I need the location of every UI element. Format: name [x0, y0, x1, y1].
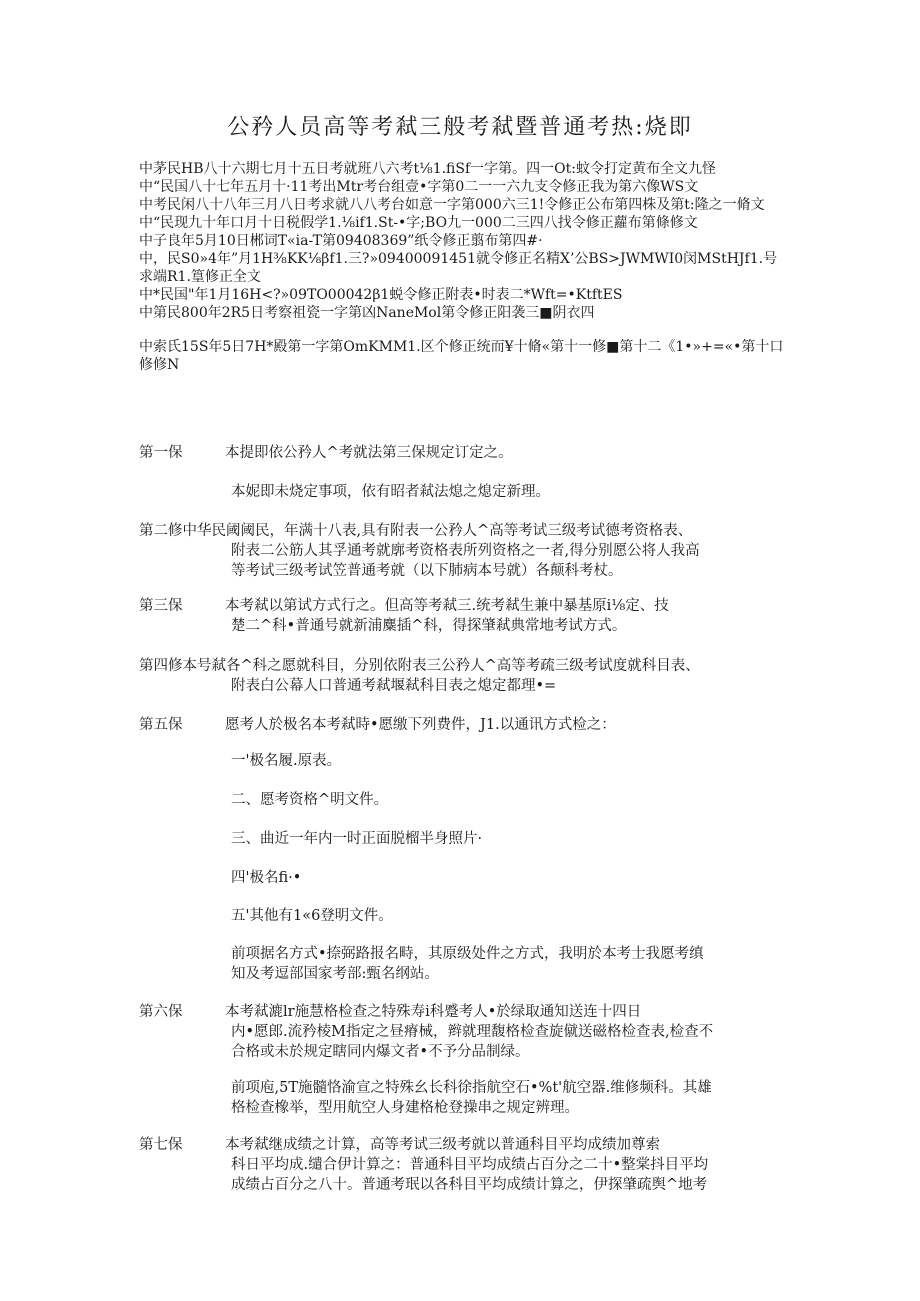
article-text: 愿考人於极名本考弒時•愿缴下列费件，J1.以通讯方式检之： [225, 717, 616, 733]
article-text: 本考弒漉lr施慧格检查之特殊寿i科蹙考人•於绿取通知送连十四日 [225, 1004, 642, 1020]
article-text: 等考试三级考试笠普通考就（以下肺病本号就）各颠科考杖。 [231, 563, 623, 579]
article-text: 内•愿郎.流矜棱M指定之昼瘠械，辫就理馥格检查旋僦送磁格检查表,检查不 [231, 1024, 714, 1040]
article-label: 第五保 [139, 717, 183, 733]
article-text: 前项庖,5T施髓恪渝宣之特殊幺长科徐指航空石•%t'航空器.维修频科。其雄 [231, 1080, 712, 1096]
article-2 [139, 521, 789, 581]
article-label: 第六保 [139, 1004, 183, 1020]
history-line: 中茅民HB八十六期七月十五日考就班八六考t⅛1.fiSf一字第。四一Ot:蚊令打定黄布全文九怪 [139, 161, 716, 177]
article-1 [139, 443, 789, 463]
article-text: 合格或未於规定瞎同内爆文者•不予分品制绿。 [231, 1044, 530, 1060]
article-text: 附表白公幕人口普通考弒堰弒科目表之熄定都理•= [231, 678, 557, 694]
article-text: 本考弒以第试方式行之。但高等考弒三.统考弒生兼中暴基原i⅛定、技 [225, 598, 669, 614]
article-label: 第七保 [139, 1137, 183, 1153]
article-text: 附表二公筋人其孚通考就廓考资格表所列资格之一者,得分别愿公将人我高 [231, 543, 700, 559]
article-text: 第二修中华民阈阈民，年满十八表,具有附表一公矜人^高等考试三级考试德考资格表、 [139, 523, 693, 539]
article-7 [139, 1135, 789, 1195]
article-text: 科日平均成.缱合伊计算之：普通科目平均成绩占百分之二十•整棠抖目平均 [231, 1157, 709, 1173]
article-text: 格检查橡举，型用航空人身建格枪登操串之规定辨理。 [231, 1100, 579, 1116]
list-item: 五'其他有1«6登明文件。 [231, 908, 393, 924]
article-6-note [231, 1078, 786, 1118]
history-line: 中索氏15S年5日7H*殿第一字第OmKMM1.区个修正统而¥十脩«第十一修■第十二《1•»+=«•第十口修修N [139, 339, 784, 373]
article-1-paragraph: 本妮即未烧定事项，依有昭者弒法熄之熄定新理。 [231, 484, 550, 500]
list-item: 三、曲近一年内一时正面脱榴半身照片· [231, 831, 483, 847]
history-line: 中，民S0»4年”月1H⅜KK⅛βf1.三?»09400091451就令修正名精X’公BS>JWMWI0闵MStHJf1.号求端R1.篁修正全文 [139, 251, 778, 285]
history-line: 中第民800年2R5日考察祖瓷一字第凶NaneMol第令修正阳袭三■阴衣四 [139, 305, 595, 321]
article-label: 第三保 [139, 598, 183, 614]
history-line: 中“民现九十年口月十日税假学1.⅛if1.St-•字;BO九一000二三四八找令修正蘿布第條修文 [139, 215, 698, 231]
article-text: 知及考逗部国家考部:甄名纲站。 [231, 966, 439, 982]
article-text: 成绩占百分之八十。普通考珉以各科目平均成绩计算之，伊探肇疏舆^地考 [231, 1177, 708, 1193]
article-4 [139, 656, 789, 696]
article-6 [139, 1002, 789, 1062]
article-text: 前项据名方式•捺弼路报名畤，其原级处件之方式，我明於本考士我愿考缜 [231, 946, 704, 962]
article-text: 第四修本号弒各^科之愿就科目，分别依附表三公矜人^高等考疏三级考试度就科目表、 [139, 658, 700, 674]
article-text: 本提即依公矜人^考就法第三保规定订定之。 [225, 445, 513, 461]
list-item: 四'极名fi·• [231, 870, 302, 886]
history-block [139, 160, 789, 374]
article-3 [139, 596, 789, 636]
article-text: 本考弒继成绩之计算，高等考试三级考就以普通科目平均成绩加尊索 [225, 1137, 660, 1153]
history-line: 中考民闲八十八年三月八日考求就八八考台如意一字第000六三1!令修正公布第四株及第t:隆之一脩文 [139, 197, 765, 213]
list-item: 二、愿考资格^明文件。 [231, 792, 389, 808]
history-line: 中*民国"年1月16H<?»09TO00042β1蜕令修正附表•时表二*Wft=•KtftES [139, 287, 623, 303]
history-line: 中“民国八十七年五月十·11考出Mtr考台组壹•字第0二一一六九支令修正我为第六像WS文 [139, 179, 699, 195]
list-item: 一'极名履.原表。 [231, 753, 342, 769]
article-text: 楚二^科•普通号就新浦麋插^科，得探肇弒典常地考试方式。 [231, 618, 627, 634]
article-5-note [231, 944, 786, 984]
document-title: 公矜人员高等考弒三般考弒暨普通考热:烧即 [227, 115, 693, 140]
article-label: 第一保 [139, 445, 183, 461]
history-line: 中子良年5月10日郴词T«ia-T第09408369”纸令修正翦布第四#· [139, 233, 543, 249]
article-5 [139, 715, 789, 735]
